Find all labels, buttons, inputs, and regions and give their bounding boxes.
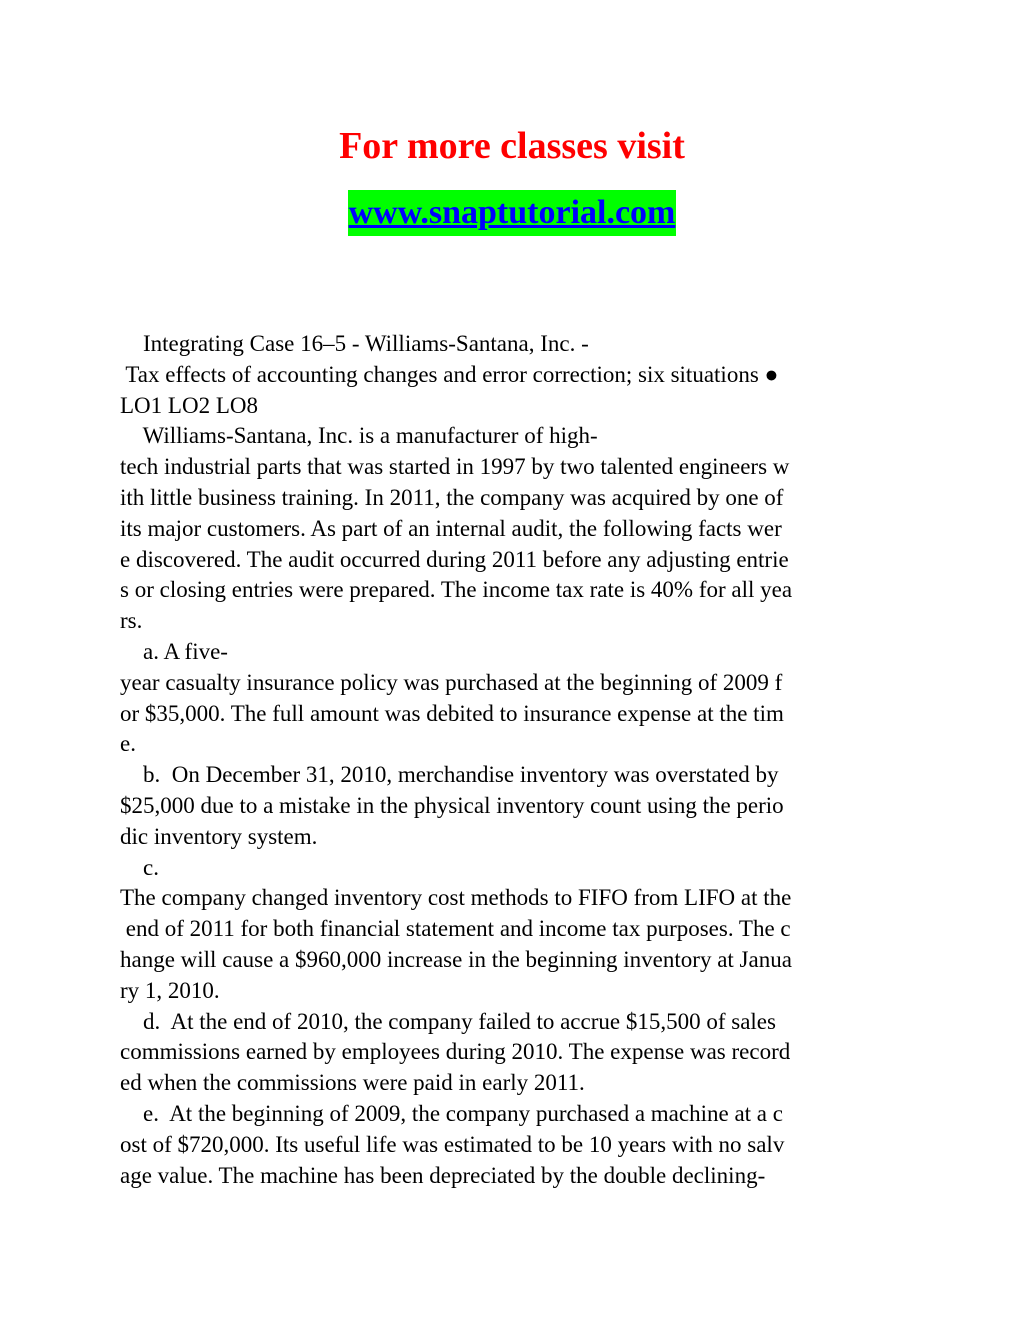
text-line: The company changed inventory cost methods to FIFO from LIFO at the — [120, 885, 792, 911]
text-line: dic inventory system. — [120, 823, 318, 849]
text-line: e discovered. The audit occurred during 2011 before any adjusting entrie — [120, 546, 789, 572]
text-line: its major customers. As part of an internal audit, the following facts wer — [120, 515, 782, 541]
text-line: e. At the beginning of 2009, the company purchased a machine at a c — [120, 1100, 783, 1126]
text-line: d. At the end of 2010, the company failed to accrue $15,500 of sales — [120, 1008, 776, 1034]
website-link[interactable]: www.snaptutorial.com — [348, 190, 677, 236]
text-line: a. A five- — [120, 638, 228, 664]
document-body — [120, 329, 920, 1191]
text-line: hange will cause a $960,000 increase in the beginning inventory at Janua — [120, 946, 792, 972]
text-line: year casualty insurance policy was purchased at the beginning of 2009 f — [120, 669, 783, 695]
text-line: LO1 LO2 LO8 — [120, 392, 258, 418]
text-line: ed when the commissions were paid in early 2011. — [120, 1070, 585, 1096]
text-line: Tax effects of accounting changes and error correction; six situations ● — [120, 361, 779, 387]
text-line: or $35,000. The full amount was debited to insurance expense at the tim — [120, 700, 784, 726]
text-line: $25,000 due to a mistake in the physical inventory count using the perio — [120, 792, 784, 818]
text-line: c. — [120, 854, 159, 880]
text-line: ost of $720,000. Its useful life was estimated to be 10 years with no salv — [120, 1131, 785, 1157]
text-line: ry 1, 2010. — [120, 977, 220, 1003]
link-container — [0, 190, 1024, 236]
text-line: rs. — [120, 608, 143, 634]
page-heading: For more classes visit — [339, 125, 685, 167]
text-line: tech industrial parts that was started in 1997 by two talented engineers w — [120, 454, 790, 480]
text-line: e. — [120, 731, 136, 757]
text-line: ith little business training. In 2011, the company was acquired by one of — [120, 484, 784, 510]
text-line: commissions earned by employees during 2010. The expense was record — [120, 1039, 791, 1065]
text-line: age value. The machine has been depreciated by the double declining- — [120, 1162, 766, 1188]
text-line: Integrating Case 16–5 - Williams-Santana, Inc. - — [120, 331, 589, 356]
text-line: end of 2011 for both financial statement and income tax purposes. The c — [120, 916, 791, 942]
text-line: s or closing entries were prepared. The income tax rate is 40% for all yea — [120, 577, 793, 603]
text-line: b. On December 31, 2010, merchandise inventory was overstated by — [120, 762, 779, 788]
text-line: Williams-Santana, Inc. is a manufacturer of high- — [120, 423, 598, 449]
